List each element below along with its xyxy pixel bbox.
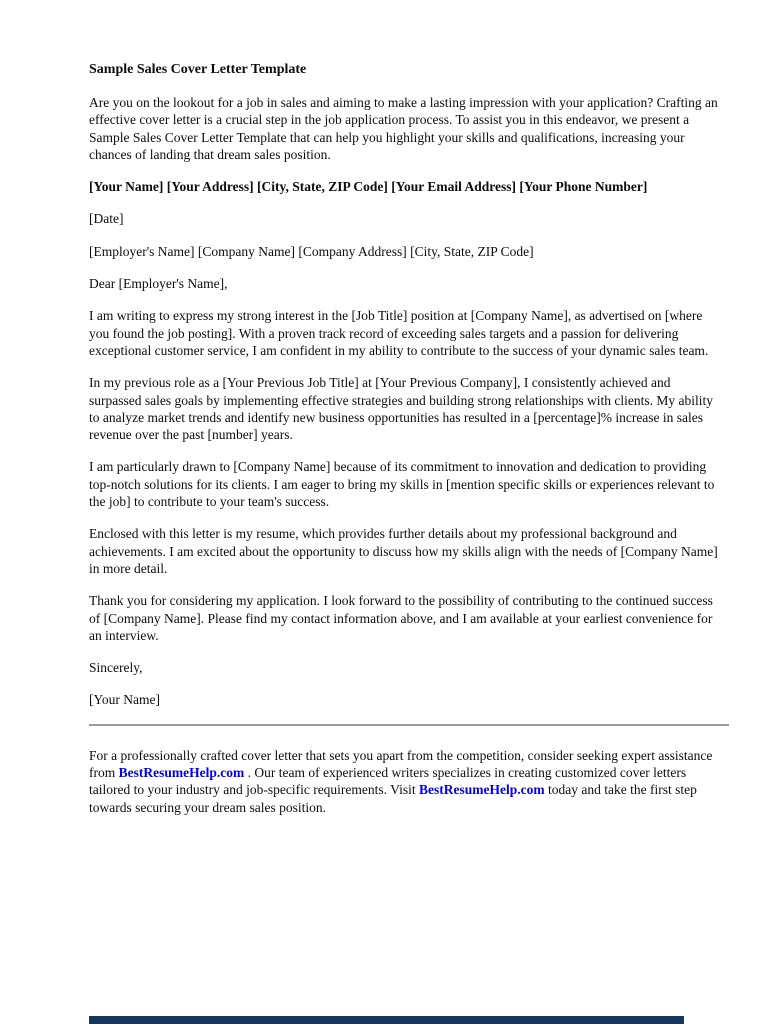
contact-header-line: [Your Name] [Your Address] [City, State, ZIP Code] [Your Email Address] [Your Phone Number] [89,179,648,195]
intro-paragraph: Are you on the lookout for a job in sales and aiming to make a lasting impression with your application? Crafting an effective cover letter is a crucial step in the job application process. To assist you in this endeavor, we present a Sample Sales Cover Letter Template that can help you highlight your skills and qualifications, increasing your chances of landing that dream sales position. [89,95,718,162]
body-paragraph-5: Thank you for considering my application. I look forward to the possibility of contributing to the continued success of [Company Name]. Please find my contact information above, and I am available at your earliest convenience for an interview. [89,593,713,643]
closing-line: Sincerely, [89,660,143,676]
employer-line: [Employer's Name] [Company Name] [Company Address] [City, State, ZIP Code] [89,243,534,259]
bottom-banner [89,1016,684,1024]
bestresumehelp-link[interactable]: BestResumeHelp.com [419,782,545,798]
salutation: Dear [Employer's Name], [89,276,228,292]
footer-text: today and take the first step towards securing your dream sales position. [89,782,697,815]
footer-text: For a professionally crafted cover letter that sets you apart from the competition, consider seeking expert assistance from [89,747,713,781]
bestresumehelp-link[interactable]: BestResumeHelp.com [118,765,245,781]
signature-line: [Your Name] [89,692,160,708]
divider [89,724,729,726]
page-title: Sample Sales Cover Letter Template [89,62,307,77]
body-paragraph-2: In my previous role as a [Your Previous Job Title] at [Your Previous Company], I consistently achieved and surpassed sales goals by implementing effective strategies and building strong relationships with clients. My ability to analyze market trends and identify new business opportunities has resulted in a [percentage]% increase in sales revenue over the past [number] years. [89,375,714,443]
date-line: [Date] [89,211,124,227]
body-paragraph-4: Enclosed with this letter is my resume, which provides further details about my professional background and achievements. I am excited about the opportunity to discuss how my skills align with the needs of [Company Name] in more detail. [89,526,718,576]
footer-paragraph [89,747,719,816]
body-paragraph-1: I am writing to express my strong interest in the [Job Title] position at [Company Name], as advertised on [where you found the job posting]. With a proven track record of exceeding sales targets and a passion for delivering exceptional customer service, I am confident in my ability to contribute to the success of your dynamic sales team. [89,308,709,358]
body-paragraph-3: I am particularly drawn to [Company Name] because of its commitment to innovation and dedication to providing top-notch solutions for its clients. I am eager to bring my skills in [mention specific skills or experiences relevant to the job] to contribute to your team's success. [89,459,715,510]
footer-text: . Our team of experienced writers specializes in creating customized cover letters tailored to your industry and job-specific requirements. Visit [89,765,687,798]
